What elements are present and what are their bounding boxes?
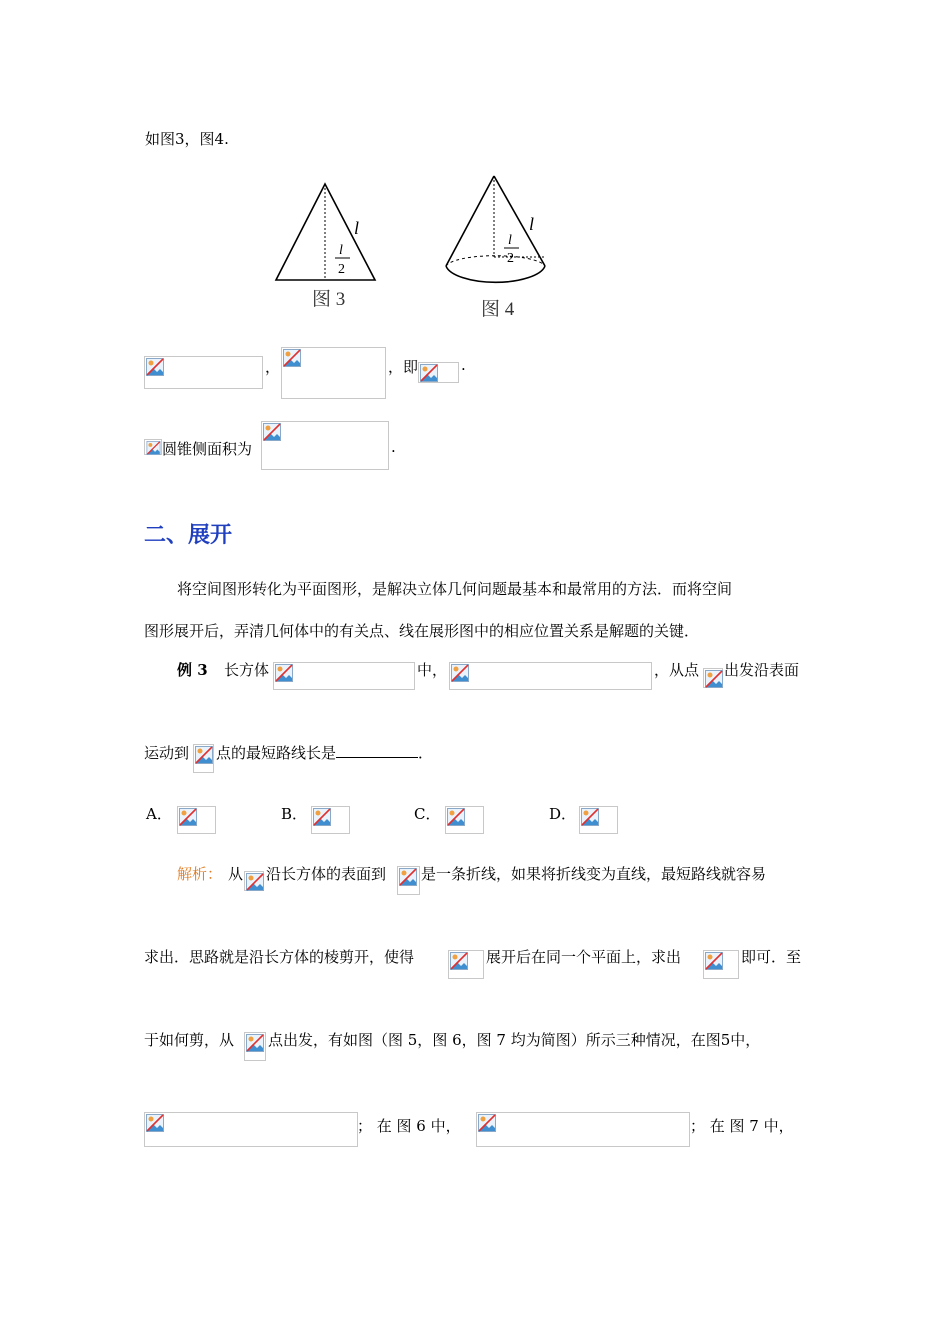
broken-image-icon — [581, 808, 599, 826]
broken-image-icon — [705, 952, 723, 970]
choice-a-label: A． — [146, 805, 172, 823]
formula-image — [261, 421, 389, 470]
broken-image-icon — [451, 664, 469, 682]
choice-b-label: B． — [281, 805, 308, 823]
choice-b-formula — [311, 806, 350, 834]
analysis-text: 展开后在同一个平面上，求出 — [486, 948, 682, 966]
choice-a-formula — [177, 806, 216, 834]
fig4-slant-label: l — [529, 214, 535, 234]
section-heading: 二、展开 — [144, 523, 233, 548]
choice-c-label: C． — [414, 805, 441, 823]
formula-image — [144, 356, 263, 389]
analysis-text: ； 在 图 7 中， — [690, 1117, 794, 1135]
fig3-half-den: 2 — [338, 262, 345, 277]
broken-image-icon — [478, 1114, 496, 1132]
lateral-area-text: 圆锥侧面积为 — [162, 440, 253, 458]
broken-image-icon — [246, 1034, 264, 1052]
formula-image — [703, 950, 739, 979]
fig4-half-num: l — [508, 233, 512, 248]
example-text: 出发沿表面 — [724, 661, 800, 679]
broken-image-icon — [146, 441, 161, 455]
end-punct: . — [461, 356, 466, 374]
broken-image-icon — [275, 664, 293, 682]
formula-image — [273, 662, 415, 690]
figure-4-cone — [440, 170, 555, 325]
fig3-caption: 图 3 — [312, 289, 346, 310]
example-text: 点的最短路线长是 ． — [216, 744, 434, 762]
analysis-text: ； 在 图 6 中， — [357, 1117, 461, 1135]
broken-image-icon — [399, 868, 417, 886]
broken-image-icon — [179, 808, 197, 826]
analysis-label: 解析： — [177, 865, 223, 883]
paragraph-line-1: 将空间图形转化为平面图形，是解决立体几何问题最基本和最常用的方法．而将空间 — [177, 580, 733, 598]
analysis-text: 求出．思路就是沿长方体的棱剪开，使得 — [144, 948, 415, 966]
broken-image-icon — [447, 808, 465, 826]
analysis-text: 从 — [228, 865, 244, 883]
separator-text: ，即 — [388, 358, 419, 376]
separator-text: ， — [265, 358, 281, 376]
example-label: 例 3 — [177, 661, 208, 679]
analysis-text: 是一条折线，如果将折线变为直线，最短路线就容易 — [421, 865, 767, 883]
fig4-half-den: 2 — [507, 251, 514, 266]
broken-image-icon — [705, 670, 723, 688]
fig3-slant-label: l — [354, 218, 360, 238]
fig4-caption: 图 4 — [481, 299, 515, 320]
fig3-half-num: l — [339, 243, 343, 258]
formula-image — [144, 1112, 358, 1147]
example-text: 中， — [417, 661, 448, 679]
choice-c-formula — [445, 806, 484, 834]
example-text: ，从点 — [654, 661, 700, 679]
paragraph-line-2: 图形展开后，弄清几何体中的有关点、线在展形图中的相应位置关系是解题的关键． — [144, 622, 700, 640]
formula-image — [703, 668, 723, 688]
formula-image — [193, 744, 214, 773]
figure-3-triangle — [268, 178, 388, 313]
broken-image-icon — [246, 873, 264, 891]
answer-blank — [336, 743, 418, 758]
analysis-text: 沿长方体的表面到 — [266, 865, 387, 883]
broken-image-icon — [450, 952, 468, 970]
analysis-text: 点出发，有如图（图 5，图 6，图 7 均为简图）所示三种情况，在图5中， — [268, 1031, 761, 1049]
broken-image-icon — [263, 423, 281, 441]
formula-image — [397, 866, 420, 895]
analysis-text: 即可．至 — [741, 948, 802, 966]
formula-image — [476, 1112, 690, 1147]
choice-d-label: D． — [549, 805, 577, 823]
broken-image-icon — [313, 808, 331, 826]
formula-image — [448, 950, 484, 979]
formula-image — [449, 662, 652, 690]
broken-image-icon — [146, 1114, 164, 1132]
example-text: 长方体 — [224, 661, 270, 679]
broken-image-icon — [195, 746, 213, 764]
broken-image-icon — [283, 349, 301, 367]
example-text: 运动到 — [144, 744, 190, 762]
choice-d-formula — [579, 806, 618, 834]
end-punct: . — [391, 438, 396, 456]
formula-image — [281, 347, 386, 399]
formula-image — [244, 1032, 266, 1061]
analysis-text: 于如何剪，从 — [144, 1031, 235, 1049]
broken-image-icon — [146, 358, 164, 376]
formula-image — [144, 439, 162, 455]
formula-image — [244, 871, 264, 891]
intro-text: 如图3，图4. — [145, 130, 229, 148]
broken-image-icon — [420, 364, 438, 382]
formula-image — [418, 362, 459, 383]
